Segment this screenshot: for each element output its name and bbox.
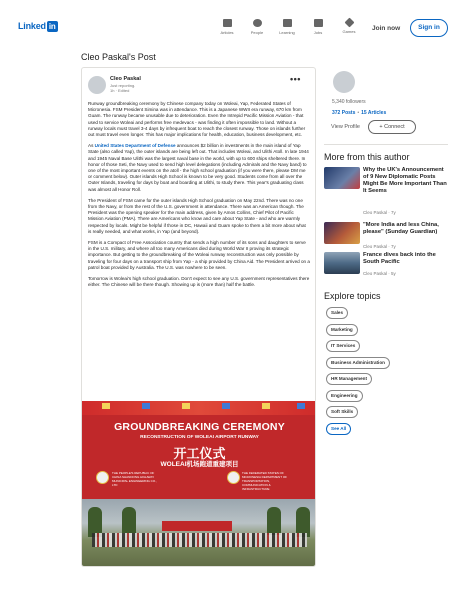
nav-articles-label: Articles xyxy=(220,30,234,35)
article-thumbnail xyxy=(324,222,360,244)
explore-topics-heading: Explore topics xyxy=(324,291,381,301)
ceremony-crowd-photo[interactable] xyxy=(82,499,316,567)
nav-people[interactable] xyxy=(244,19,270,35)
see-all-topics-button[interactable]: See All xyxy=(326,423,351,435)
author-headline: Just reporting. xyxy=(110,83,136,88)
sign-in-button[interactable]: Sign in xyxy=(410,19,448,37)
post-card xyxy=(81,67,316,567)
more-from-author-heading: More from this author xyxy=(324,152,410,162)
jobs-icon xyxy=(314,19,323,27)
topic-pill-business-administration[interactable]: Business Administration xyxy=(326,357,390,369)
photo-banner xyxy=(162,521,232,531)
page-title: Cleo Paskal's Post xyxy=(81,52,156,62)
ceremony-banner-image[interactable] xyxy=(82,401,316,499)
banner-chinese-subtitle: WOLEAI机场跑道重建项目 xyxy=(160,461,239,468)
author-avatar[interactable] xyxy=(88,76,106,94)
post-body xyxy=(88,101,310,293)
top-navigation-bar xyxy=(0,0,463,48)
post-paragraph xyxy=(88,240,310,271)
logo-in-badge: in xyxy=(48,22,56,31)
paragraph-text: As xyxy=(88,143,95,149)
paragraph-text: announces $2 billion in investments in the main island of Yap State (also called Yap), the outer islands are being left out. That includes Woleai, and Ulithi Atoll. In late 1944 and 1945 Naval Base Ulithi was the largest naval base in the world, with up to 600 ships sheltered there. In honor of those Seti, the Navy used to send high level delegations (including Admirals and the Navy band) to one of the most important events on the atoll - the high school graduation (if you were there, please DM me or comment below). Outer islands High School is known to be very good. Students come from all over the Outer Islands, traveling for days by boat and boarding at Ulithi, to study there. This year's graduating class was almost all Honor Roll. xyxy=(88,143,309,192)
divider xyxy=(324,144,448,145)
paragraph-text: Runway groundbreaking ceremony by Chinese company today on Woleai, Yap, Federated States of Micronesia. FSM President Simina was in attendance. This is a Japanese WWII era runway, 670 km from Guam. The runway became unusable due to deterioration. Even the Intrepid Pacific Mission Aviation - that used to service Woleai and performs free medevacs - was finding it often impossible to land. Without a runway locals must travel 3-4 days by infrequent boat to reach the closest runway. Those on islands further out must travel even longer. This has major implications for health, education, business development, etc. xyxy=(88,101,306,138)
nav-learning-label: Learning xyxy=(279,30,295,35)
learning-icon xyxy=(283,19,292,27)
posts-link[interactable]: 372 Posts xyxy=(332,110,356,116)
paragraph-text: FSM is a Compact of Free Association country that sends a high number of its sons and daughters to serve in the U.S. military, and where all too many Americans died during World War II proving its strategic importance. But getting to the groundbreaking of the Woleai runway reconstruction was only possible by traveling for four days on a transport ship from Yap - a ship provided by China Aid. The President arrived on a patrol boat provided by Australia. The U.S. was nowhere to be seen. xyxy=(88,240,310,270)
games-icon xyxy=(344,18,354,28)
view-profile-link[interactable]: View Profile xyxy=(331,124,360,130)
banner-chinese-title: 开工仪式 xyxy=(173,446,226,461)
topic-pill-it-services[interactable]: IT Services xyxy=(326,340,360,352)
nav-jobs-label: Jobs xyxy=(313,30,323,35)
nav-people-label: People xyxy=(250,30,264,35)
photo-crowd xyxy=(92,533,307,547)
connect-button[interactable]: + Connect xyxy=(368,120,416,134)
articles-link[interactable]: 15 Articles xyxy=(361,110,387,116)
post-paragraph xyxy=(88,198,310,235)
banner-title: GROUNDBREAKING CEREMONY xyxy=(114,421,285,433)
nav-games-label: Games xyxy=(342,29,356,34)
fsm-seal-icon xyxy=(227,471,240,484)
sidebar-author-avatar[interactable] xyxy=(333,71,355,93)
author-name[interactable]: Cleo Paskal xyxy=(110,76,141,82)
more-options-button[interactable]: ••• xyxy=(290,74,301,84)
nav-learning[interactable] xyxy=(274,19,300,35)
flags-decoration xyxy=(82,401,316,415)
post-timestamp: 1h · Edited xyxy=(110,88,130,93)
post-paragraph xyxy=(88,276,310,288)
people-icon xyxy=(253,19,262,27)
banner-left-text: THE PEOPLE'S REPUBLIC OF CHINA SHANDONG HIGHWAY MUNICIPAL ENGINEERING CO., LTD xyxy=(112,471,157,487)
author-stats: 372 Posts • 15 Articles xyxy=(332,110,387,116)
banner-right-text: THE FEDERATED STATES OF MICRONESIA DEPARTMENT OF TRANSPORTATION, COMMUNICATION & INFRASTRUCTURE xyxy=(242,471,288,491)
nav-games[interactable] xyxy=(336,19,362,34)
followers-count: 5,340 followers xyxy=(332,99,366,105)
article-meta: Cleo Paskal · 5y xyxy=(363,271,396,276)
topic-pill-engineering[interactable]: Engineering xyxy=(326,390,363,402)
topic-pill-soft-skills[interactable]: Soft Skills xyxy=(326,406,358,418)
logo-text: Linked xyxy=(18,21,46,31)
china-seal-icon xyxy=(96,471,109,484)
join-now-link[interactable]: Join now xyxy=(372,25,401,32)
article-meta: Cleo Paskal · 7y xyxy=(363,210,396,215)
topic-pill-hr-management[interactable]: HR Management xyxy=(326,373,372,385)
paragraph-text: The President of FSM came for the outer islands High School graduation on May 22nd. There was no one from the Navy, or from the rest of the U.S. government in attendance. There was an American though. The President was the opening speaker for the main address, given by Amos Collins, Chief Pilot of Pacific Mission Aviation (PMA). There are Americans who know and care about Yap State - and who are warmly respected by locals. Might be helpful if those in DC, Hawaii and Guam spoke to them a bit more about what is really needed, and what works, in Yap (and beyond). xyxy=(88,197,306,234)
banner-subtitle: RECONSTRUCTION OF WOLEAI AIRPORT RUNWAY xyxy=(140,435,259,440)
article-meta: Cleo Paskal · 7y xyxy=(363,244,396,249)
article-title: Why the UK's Announcement of 9 New Diplomatic Posts Might Be More Important Than It Seems xyxy=(363,167,447,194)
article-title: France dives back into the South Pacific xyxy=(363,252,436,265)
article-thumbnail xyxy=(324,252,360,274)
nav-jobs[interactable] xyxy=(305,19,331,35)
paragraph-text: Tomorrow is Woleai's high school graduation. Don't expect to see any U.S. government representatives there either. The Chinese will be there though. Showing up is (more than) half the battle. xyxy=(88,276,310,288)
topic-pill-marketing[interactable]: Marketing xyxy=(326,324,358,336)
topic-pill-sales[interactable]: Sales xyxy=(326,307,348,319)
mention-link[interactable]: United States Department of Defense xyxy=(94,143,176,149)
linkedin-logo[interactable] xyxy=(18,21,58,32)
article-title: "More India and less China, please" (Sunday Guardian) xyxy=(363,222,439,235)
post-paragraph xyxy=(88,143,310,193)
post-paragraph xyxy=(88,101,310,138)
articles-icon xyxy=(223,19,232,27)
article-thumbnail xyxy=(324,167,360,189)
nav-articles[interactable] xyxy=(214,19,240,35)
